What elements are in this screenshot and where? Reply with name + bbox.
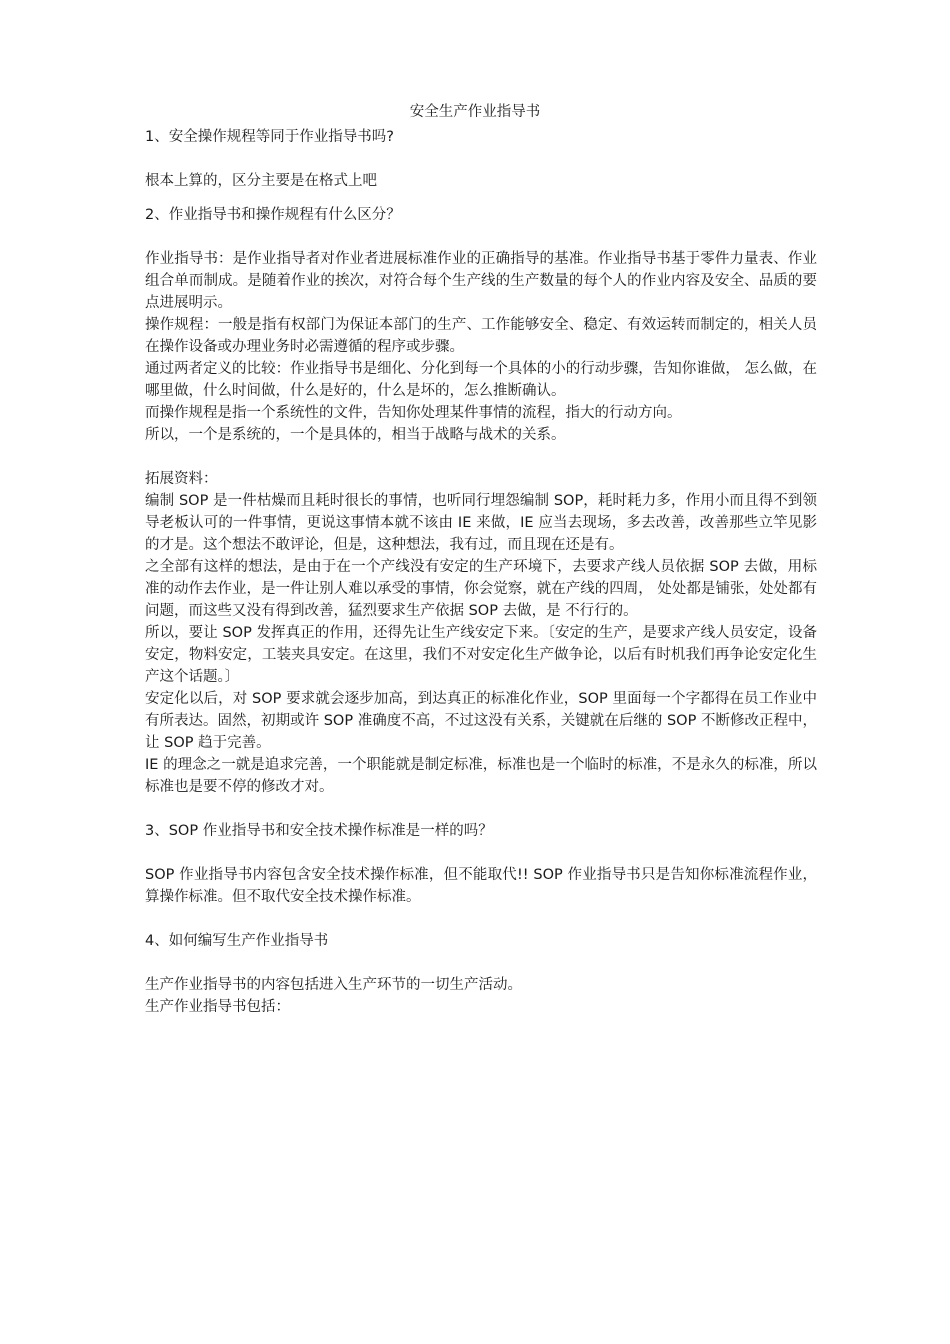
extension-heading: 拓展资料： xyxy=(145,471,218,487)
extension-paragraph-4: 安定化以后，对 SOP 要求就会逐步加高，到达真正的标准化作业，SOP 里面每一个字都得在员工作业中有所表达。固然，初期或许 SOP 准确度不高，不过这没有关系，关键就在后继的 SOP 不断修改正程中，让 SOP 趋于完善。 xyxy=(145,691,817,751)
question-3: 3、SOP 作业指导书和安全技术操作标准是一样的吗？ xyxy=(145,823,493,839)
question-1: 1、安全操作规程等同于作业指导书吗? xyxy=(145,129,394,145)
paragraph-regulation-definition: 操作规程：一般是指有权部门为保证本部门的生产、工作能够安全、稳定、有效运转而制定的，相关人员在操作设备或办理业务时必需遵循的程序或步骤。 xyxy=(145,317,817,355)
extension-paragraph-2: 之全部有这样的想法，是由于在一个产线没有安定的生产环境下，去要求产线人员依据 SOP 去做，用标准的动作去作业，是一件让别人难以承受的事情，你会觉察，就在产线的四周， 处处都是铺张，处处都有问题，而这些又没有得到改善，猛烈要求生产依据 SOP 去做，是 不行行的。 xyxy=(145,559,817,619)
answer-4-line-2: 生产作业指导书包括： xyxy=(145,999,290,1015)
answer-4-line-1: 生产作业指导书的内容包括进入生产环节的一切生产活动。 xyxy=(145,977,522,993)
extension-paragraph-3: 所以，要让 SOP 发挥真正的作用，还得先让生产线安定下来。〔安定的生产，是要求产线人员安定，设备安定，物料安定，工装夹具安定。在这里，我们不对安定化生产做争论，以后有时机我们再争论安定化生产这个话题。〕 xyxy=(145,625,817,685)
paragraph-instruction-definition: 作业指导书：是作业指导者对作业者进展标准作业的正确指导的基准。作业指导书基于零件力量表、作业组合单而制成。是随着作业的挨次，对符合每个生产线的生产数量的每个人的作业内容及安全、品质的要点进展明示。 xyxy=(145,251,817,311)
question-2: 2、作业指导书和操作规程有什么区分？ xyxy=(145,207,401,223)
extension-paragraph-1: 编制 SOP 是一件枯燥而且耗时很长的事情，也听同行埋怨编制 SOP，耗时耗力多，作用小而且得不到领导老板认可的一件事情，更说这事情本就不该由 IE 来做，IE 应当去现场，多去改善，改善那些立竿见影的才是。这个想法不敢评论，但是，这种想法，我有过，而且现在还是有。 xyxy=(145,493,817,553)
document-body xyxy=(145,126,817,1018)
question-4: 4、如何编写生产作业指导书 xyxy=(145,933,329,949)
extension-paragraph-5: IE 的理念之一就是追求完善，一个职能就是制定标准，标准也是一个临时的标准，不是永久的标准，所以标准也是要不停的修改才对。 xyxy=(145,757,817,795)
document-title: 安全生产作业指导书 xyxy=(409,104,541,120)
answer-1: 根本上算的，区分主要是在格式上吧 xyxy=(145,173,377,189)
answer-3: SOP 作业指导书内容包含安全技术操作标准，但不能取代!! SOP 作业指导书只是告知你标准流程作业，算操作标准。但不取代安全技术操作标准。 xyxy=(145,867,817,905)
paragraph-system: 而操作规程是指一个系统性的文件，告知你处理某件事情的流程，指大的行动方向。 xyxy=(145,405,682,421)
paragraph-strategy: 所以，一个是系统的，一个是具体的，相当于战略与战术的关系。 xyxy=(145,427,566,443)
paragraph-comparison: 通过两者定义的比较：作业指导书是细化、分化到每一个具体的小的行动步骤，告知你谁做， 怎么做，在哪里做，什么时间做，什么是好的，什么是坏的，怎么推断确认。 xyxy=(145,361,817,399)
